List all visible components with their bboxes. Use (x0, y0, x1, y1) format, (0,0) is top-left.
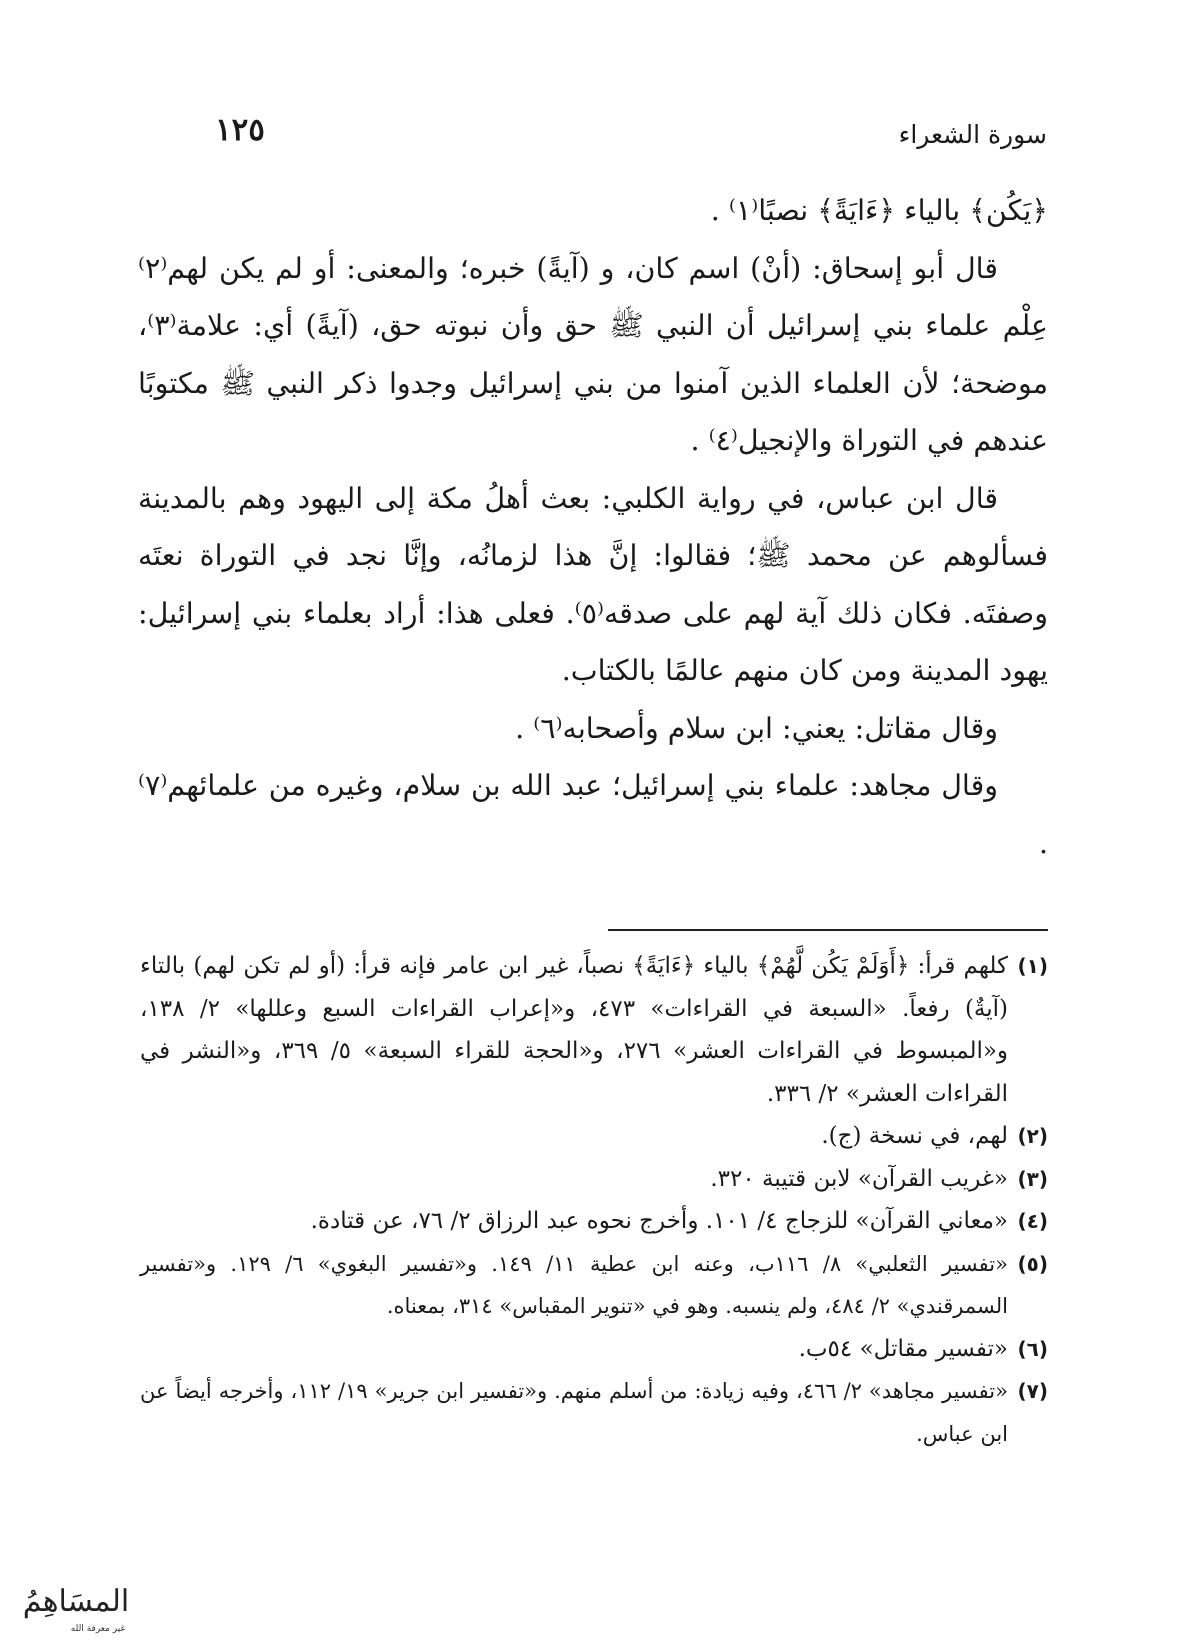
footnote-number: (١) (1017, 954, 1048, 978)
logo-text: المسَاهِمُ (22, 1584, 130, 1619)
publisher-logo (6, 1575, 146, 1637)
footnote-text: «معاني القرآن» للزجاج ٤/ ١٠١. وأخرج نحوه عبد الرزاق ٢/ ٧٦، عن قتادة. (310, 1208, 1008, 1234)
page-header (215, 112, 1047, 162)
footnote (140, 1158, 1048, 1201)
footnote-text: كلهم قرأ: ﴿أَوَلَمْ يَكُن لَّهُمْ﴾ بالياء ﴿ءَايَةً﴾ نصباً، غير ابن عامر فإنه قرأ: (أو لم تكن لهم) بالتاء (آيةٌ) رفعاً. «السبعة في القراءات» ٤٧٣، و«إعراب القراءات السبع وعللها» ٢/ ١٣٨، و«المبسوط في القراءات العشر» ٢٧٦، و«الحجة للقراء السبعة» ٥/ ٣٦٩، و«النشر في القراءات العشر» ٢/ ٣٣٦. (140, 953, 1009, 1107)
footnote-number: (٣) (1017, 1166, 1048, 1191)
page-number: ١٢٥ (215, 112, 265, 148)
footnote (140, 1370, 1048, 1455)
footnote (140, 1115, 1048, 1158)
footnote (140, 1328, 1048, 1371)
footnote (140, 945, 1048, 1115)
footnote-number: (٢) (1017, 1124, 1048, 1148)
footnote-number: (٤) (1017, 1209, 1048, 1233)
footnote (140, 1243, 1048, 1328)
paragraph: وقال مقاتل: يعني: ابن سلام وأصحابه⁽٦⁾ . (515, 711, 998, 745)
footnote-text: «تفسير الثعلبي» ٨/ ١١٦ب، وعنه ابن عطية ١١/ ١٤٩. و«تفسير البغوي» ٦/ ١٢٩. و«تفسير السمرقندي» ٢/ ٤٨٤، ولم ينسبه. وهو في «تنوير المقباس» ٣١٤، بمعناه. (140, 1251, 1008, 1318)
footnote-text: «غريب القرآن» لابن قتيبة ٣٢٠. (710, 1165, 1008, 1192)
surah-title: سورة الشعراء (898, 120, 1047, 149)
paragraph: ﴿يَكُن﴾ بالياء ﴿ءَايَةً﴾ نصبًا⁽١⁾ . (710, 194, 1048, 227)
footnote-text: «تفسير مقاتل» ٥٤ب. (798, 1335, 1008, 1362)
logo-subtext: غير معرفة الله (70, 1624, 126, 1634)
paragraph: قال ابن عباس، في رواية الكلبي: بعث أهلُ مكة إلى اليهود وهم بالمدينة فسألوهم عن محمد ﷺ؛ فقالوا: إنَّ هذا لزمانُه، وإنَّا نجد في التوراة نعتَه وصفتَه. فكان ذلك آية لهم على صدقه⁽٥⁾. فعلى هذا: أراد بعلماء بني إسرائيل: يهود المدينة ومن كان منهم عالمًا بالكتاب. (138, 481, 1048, 687)
footnote-text: «تفسير مجاهد» ٢/ ٤٦٦، وفيه زيادة: من أسلم منهم. و«تفسير ابن جرير» ١٩/ ١١٢، وأخرجه أيضاً عن ابن عباس. (140, 1379, 1008, 1446)
footnote-number: (٦) (1017, 1336, 1048, 1361)
footnote-separator (608, 929, 1048, 931)
paragraph: وقال مجاهد: علماء بني إسرائيل؛ عبد الله بن سلام، وغيره من علمائهم⁽٧⁾ . (138, 769, 1048, 860)
footnote-number: (٥) (1017, 1251, 1048, 1276)
footnote (140, 1200, 1048, 1243)
paragraph: قال أبو إسحاق: (أنْ) اسم كان، و (آيةً) خبره؛ والمعنى: أو لم يكن لهم⁽٢⁾ عِلْم علماء بني إسرائيل أن النبي ﷺ حق وأن نبوته حق، (آيةً) أي: علامة⁽٣⁾، موضحة؛ لأن العلماء الذين آمنوا من بني إسرائيل وجدوا ذكر النبي ﷺ مكتوبًا عندهم في التوراة والإنجيل⁽٤⁾ . (138, 251, 1048, 457)
footnote-number: (٧) (1017, 1379, 1048, 1403)
footnote-text: لهم، في نسخة (ج). (821, 1123, 1008, 1149)
footnotes (140, 945, 1048, 1455)
main-text (138, 182, 1048, 872)
